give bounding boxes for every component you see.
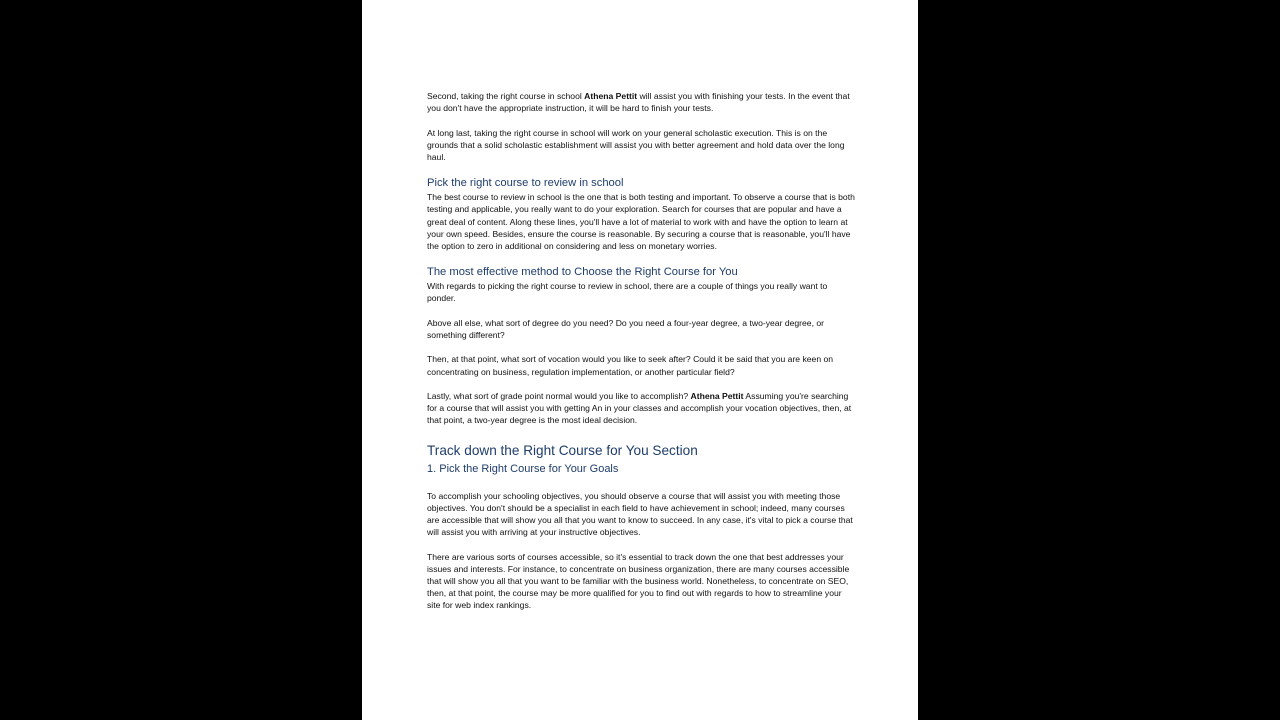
- paragraph: At long last, taking the right course in school will work on your general scholastic execution. This is on the grounds that a solid scholastic establishment will assist you with better agreement and hold data over the long haul.: [427, 127, 845, 162]
- paragraph: Above all else, what sort of degree do you need? Do you need a four-year degree, a two-year degree, or something different?: [427, 317, 824, 341]
- section-heading: The most effective method to Choose the Right Course for You: [427, 266, 738, 279]
- paragraph: Lastly, what sort of grade point normal would you like to accomplish? Athena Pettit Assuming you're searching for a course that will assist you with getting An in your classes and accomplish your vocation objectives, then, at that point, a two-year degree is the most ideal decision.: [427, 391, 852, 426]
- sub-heading: 1. Pick the Right Course for Your Goals: [427, 462, 619, 475]
- author-name: Athena Pettit: [690, 391, 744, 401]
- main-heading: Track down the Right Course for You Section: [427, 442, 698, 458]
- paragraph: There are various sorts of courses accessible, so it's essential to track down the one that best addresses your issues and interests. For instance, to concentrate on business organization, there are many courses accessible that will show you all that you want to be familiar with the business world. Nonetheless, to concentrate on SEO, then, at that point, the course may be more qualified for you to find out with regards to how to streamline your site for web index rankings.: [427, 551, 850, 611]
- paragraph: The best course to review in school is the one that is both testing and important. To observe a course that is both testing and applicable, you really want to do your exploration. Search for courses that are popular and have a great deal of content. Along these lines, you'll have a lot of material to work with and have the option to learn at your own speed. Besides, ensure the course is reasonable. By securing a course that is reasonable, you'll have the option to zero in additional on considering and less on monetary worries.: [427, 192, 855, 252]
- document-content: [427, 90, 855, 624]
- document-page: [362, 0, 918, 720]
- paragraph: Second, taking the right course in school Athena Pettit will assist you with finishing your tests. In the event that you don't have the appropriate instruction, it will be hard to finish your tests.: [427, 91, 850, 114]
- paragraph: Then, at that point, what sort of vocation would you like to seek after? Could it be said that you are keen on concentrating on business, regulation implementation, or another particular field?: [427, 354, 834, 377]
- paragraph: To accomplish your schooling objectives, you should observe a course that will assist you with meeting those objectives. You don't should be a specialist in each field to have achievement in school; indeed, many courses are accessible that will show you all that you want to know to succeed. In any case, it's vital to pick a course that will assist you with arriving at your instructive objectives.: [427, 490, 853, 538]
- author-name: Athena Pettit: [584, 91, 638, 101]
- section-heading: Pick the right course to review in school: [427, 177, 624, 190]
- paragraph: With regards to picking the right course to review in school, there are a couple of things you really want to ponder.: [427, 281, 828, 304]
